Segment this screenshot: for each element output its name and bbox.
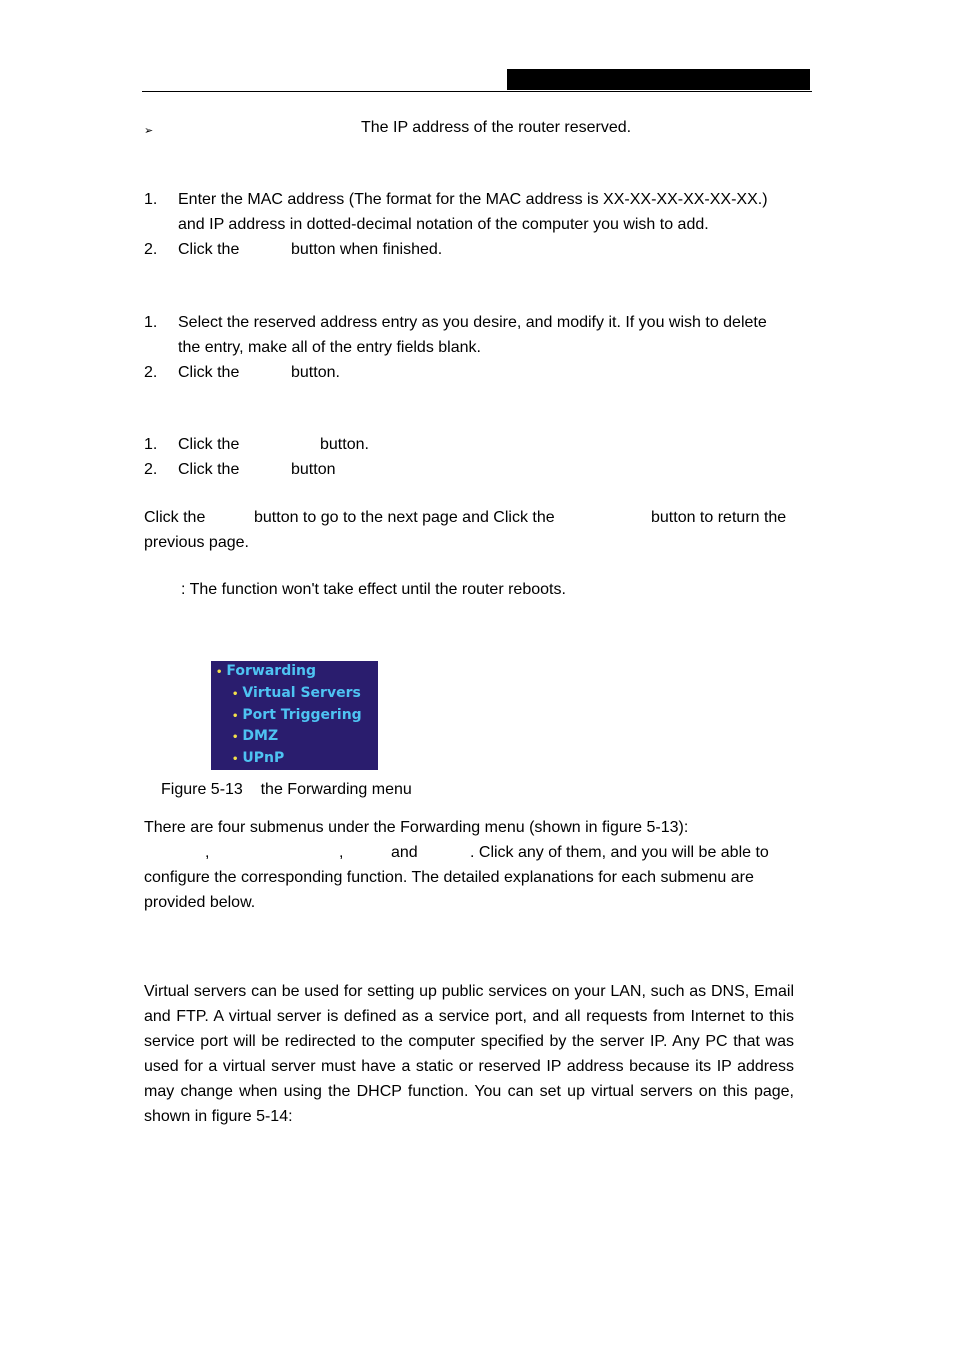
virtual-servers-paragraph: Virtual servers can be used for setting up public services on your LAN, such as DNS, Email and FTP. A virtual server is defined as a service port, and all requests from Internet to this service port will be redirected to the computer specified by the server IP. Any PC that was used for a virtual server must have a static or reserved IP address because its IP address may change when using the DHCP function. You can set up virtual servers on this page, shown in figure 5-14: (144, 983, 794, 1125)
submenus-line-1: There are four submenus under the Forwarding menu (shown in figure 5-13): (144, 819, 689, 836)
paging-text-c: button to return the (651, 509, 787, 526)
bullet-icon: • (232, 689, 239, 700)
add-step-1-line-2: and IP address in dotted-decimal notation of the computer you wish to add. (178, 216, 709, 233)
delete-step-1-suffix: button. (320, 436, 369, 453)
delete-step-2-prefix: Click the (178, 461, 240, 478)
bullet-icon: • (216, 667, 223, 678)
step-number: 1. (144, 314, 158, 331)
paging-text-a: Click the (144, 509, 206, 526)
modify-step-2-prefix: Click the (178, 364, 240, 381)
submenus-separator: , (339, 844, 344, 861)
header-rule (142, 91, 812, 92)
submenus-line-2-tail: . Click any of them, and you will be able to (470, 844, 769, 861)
figure-caption: Figure 5-13 the Forwarding menu (161, 781, 412, 798)
step-number: 2. (144, 364, 158, 381)
menu-item-virtual-servers: • Virtual Servers (232, 685, 361, 701)
forwarding-menu-figure (211, 661, 378, 770)
bullet-icon: • (232, 732, 239, 743)
menu-item-forwarding: • Forwarding (216, 663, 317, 679)
menu-item-dmz: • DMZ (232, 728, 279, 744)
step-number: 1. (144, 436, 158, 453)
delete-step-1-prefix: Click the (178, 436, 240, 453)
modify-step-1-line-2: the entry, make all of the entry fields blank. (178, 339, 481, 356)
add-step-1-line-1: Enter the MAC address (The format for the MAC address is XX-XX-XX-XX-XX-XX.) (178, 191, 768, 208)
step-number: 2. (144, 241, 158, 258)
add-step-2-suffix: button when finished. (291, 241, 443, 258)
modify-step-2-suffix: button. (291, 364, 340, 381)
menu-item-upnp: • UPnP (232, 750, 285, 766)
bullet-icon: • (232, 754, 239, 765)
reserved-ip-description: The IP address of the router reserved. (361, 119, 632, 136)
paging-text-b: button to go to the next page and Click the (254, 509, 555, 526)
modify-step-1-line-1: Select the reserved address entry as you desire, and modify it. If you wish to delete (178, 314, 767, 331)
submenus-separator: , (205, 844, 210, 861)
menu-item-port-triggering: • Port Triggering (232, 707, 362, 723)
arrow-bullet-icon: ➢ (144, 125, 154, 137)
paging-text-line-2: previous page. (144, 534, 249, 551)
note-text: : The function won't take effect until the router reboots. (181, 581, 566, 598)
submenus-line-4: provided below. (144, 894, 256, 911)
header-black-bar (507, 69, 810, 90)
bullet-icon: • (232, 711, 239, 722)
step-number: 1. (144, 191, 158, 208)
add-step-2-prefix: Click the (178, 241, 240, 258)
submenus-line-3: configure the corresponding function. The detailed explanations for each submenu are (144, 869, 754, 886)
submenus-and: and (391, 844, 418, 861)
delete-step-2-suffix: button (291, 461, 336, 478)
step-number: 2. (144, 461, 158, 478)
